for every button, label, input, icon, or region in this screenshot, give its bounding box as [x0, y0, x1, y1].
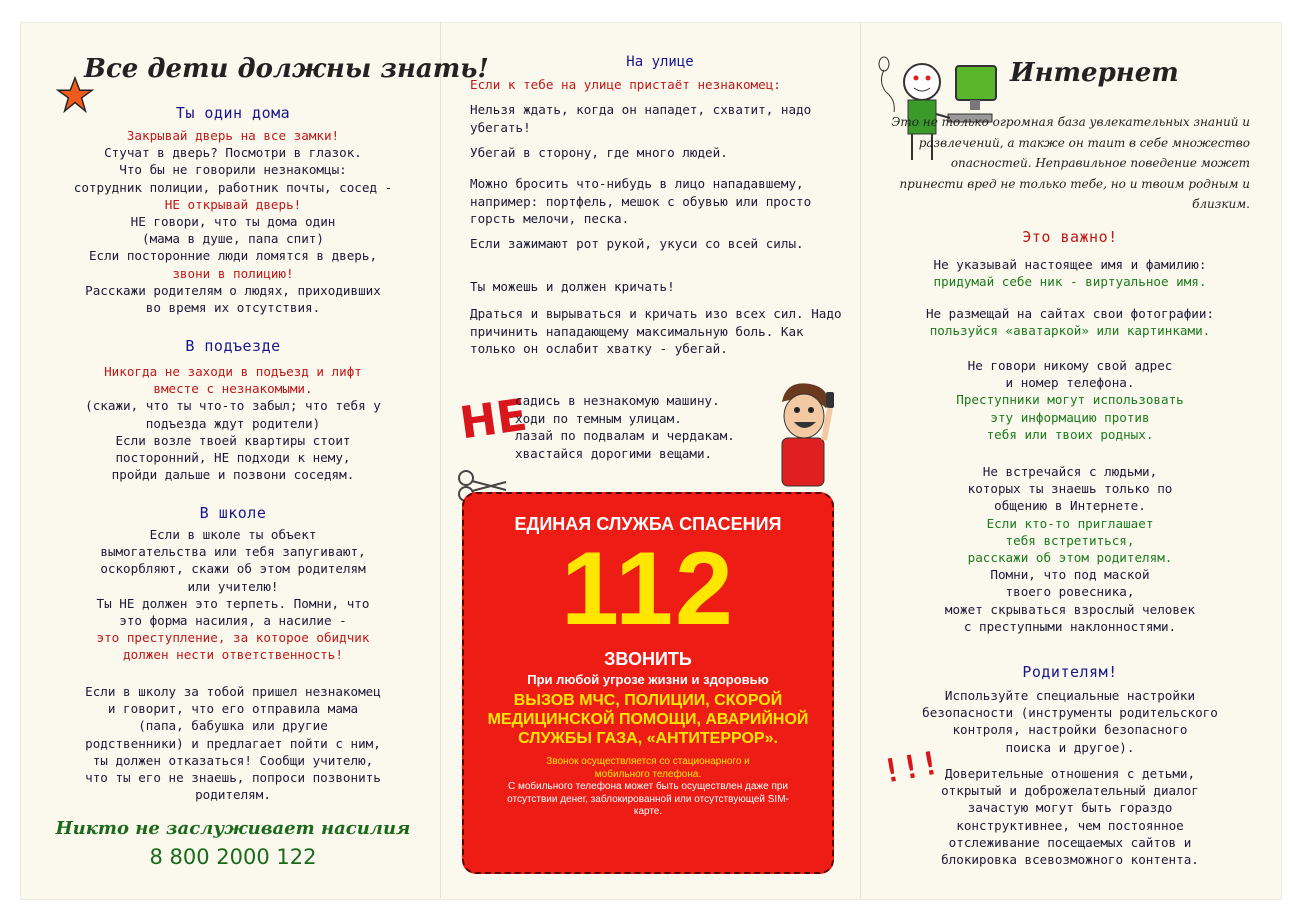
text-line: зачастую могут быть гораздо	[967, 800, 1173, 816]
ne-big-label: НЕ	[456, 389, 531, 450]
text-line: тебя или твоих родных.	[986, 426, 1154, 442]
emergency-112-box	[462, 492, 834, 874]
tip-photos	[870, 305, 1270, 339]
text-line: родственники) и предлагает пойти с ним,	[85, 735, 381, 751]
footer-title: Никто не заслуживает насилия	[55, 818, 411, 839]
text-line: это преступление, за которое обидчик	[96, 630, 370, 646]
text-line: Доверительные отношения с детьми,	[944, 766, 1196, 781]
text-line: расскажи об этом родителям.	[967, 550, 1173, 566]
text-line: тебя встретиться,	[1005, 532, 1135, 548]
text-line: Расскажи родителям о людях, приходивших	[85, 282, 381, 298]
text-line: общению в Интернете.	[994, 498, 1146, 514]
text-line: во время их отсутствия.	[145, 300, 321, 316]
fold-line	[440, 22, 441, 898]
text-line: Что бы не говорили незнакомцы:	[119, 162, 347, 178]
text-line: НЕ открывай дверь!	[164, 196, 302, 212]
cartoon-boy-illustration	[770, 380, 840, 492]
section-stranger-text	[28, 683, 438, 803]
text-line: Помни, что под маской	[990, 567, 1150, 583]
text-line: Если в школе ты объект	[149, 527, 317, 542]
important-title: Это важно!	[1022, 228, 1118, 246]
text-line: пройди дальше и позвони соседям.	[111, 467, 355, 483]
box-note2: С мобильного телефона может быть осуществлен даже при отсутствии денег, заблокированной или отсутствующей SIM-карте.	[507, 781, 789, 817]
text-line: что ты его не знаешь, попроси позвонить	[85, 770, 381, 786]
text-line: оскорбляют, скажи об этом родителям	[100, 561, 366, 577]
text-line: вместе с незнакомыми.	[153, 381, 313, 397]
internet-intro: Это не только огромная база увлекательных знаний и развлечений, а также он таит в себе множество опасностей. Неправильное поведение может принести вред не только тебе, но и твоим родным и близким.	[891, 115, 1250, 211]
ne-list	[515, 392, 735, 462]
text-line: с преступными наклонностями.	[963, 618, 1177, 634]
section-entrance-text	[28, 363, 438, 483]
text-line: поиска и другое).	[1005, 739, 1135, 755]
text-line: контроля, настройки безопасного	[952, 722, 1188, 738]
tip-meeting	[870, 463, 1270, 635]
internet-title: Интернет	[1010, 58, 1179, 88]
text-line: Если возле твоей квартиры стоит	[115, 432, 351, 448]
text-line: или учителю!	[187, 578, 279, 594]
street-p2: Убегай в сторону, где много людей.	[470, 145, 728, 160]
section-title-home: Ты один дома	[175, 104, 291, 122]
box-services: ВЫЗОВ МЧС, ПОЛИЦИИ, СКОРОЙ МЕДИЦИНСКОЙ ПОМОЩИ, АВАРИЙНОЙ СЛУЖБЫ ГАЗА, «АНТИТЕРРОР».	[487, 692, 809, 747]
text-line: Используйте специальные настройки	[944, 688, 1196, 703]
section-title-school: В школе	[199, 504, 267, 522]
fold-line	[860, 22, 861, 898]
text-line: Преступники могут использовать	[956, 392, 1184, 408]
text-line: и говорит, что его отправила мама	[107, 701, 359, 717]
text-line: (мама в душе, папа спит)	[142, 231, 324, 247]
text-line: блокировка всевозможного контента.	[941, 852, 1199, 868]
street-p5: Ты можешь и должен кричать!	[470, 279, 675, 294]
text-line: это форма насилия, а насилие -	[119, 613, 347, 629]
text-line: Закрывай дверь на все замки!	[126, 128, 340, 143]
text-line: ты должен отказаться! Сообщи учителю,	[92, 752, 374, 768]
street-p3: Можно бросить что-нибудь в лицо нападавшему, например: портфель, мешок с обувью или просто горсть мелочи, песка.	[470, 176, 812, 227]
text-line: эту информацию против	[990, 409, 1150, 425]
text-line: НЕ говори, что ты дома один	[130, 214, 336, 230]
text-line: родителям.	[195, 787, 271, 803]
left-title: Все дети должны знать!	[84, 54, 489, 84]
text-line: конструктивнее, чем постоянное	[956, 817, 1184, 833]
text-line: подъезда ждут родители)	[145, 415, 321, 431]
text-line: Никогда не заходи в подъезд и лифт	[104, 364, 362, 379]
text-line: открытый и доброжелательный диалог	[941, 783, 1199, 799]
text-line: придумай себе ник - виртуальное имя.	[933, 274, 1207, 290]
box-threat: При любой угрозе жизни и здоровью	[527, 672, 769, 687]
street-title: На улице	[626, 54, 694, 70]
box-call: ЗВОНИТЬ	[604, 649, 692, 669]
tip-name	[870, 256, 1270, 290]
emergency-number: 112	[561, 531, 735, 647]
text-line: и номер телефона.	[1005, 375, 1135, 391]
helpline-phone: 8 800 2000 122	[149, 845, 317, 869]
text-line: которых ты знаешь только по	[967, 481, 1173, 497]
text-line: (скажи, что ты что-то забыл; что тебя у	[85, 398, 381, 414]
ne-list-item: садись в незнакомую машину.	[515, 393, 720, 408]
text-line: Стучат в дверь? Посмотри в глазок.	[104, 145, 362, 161]
text-line: звони в полицию!	[172, 265, 294, 281]
street-p1: Нельзя ждать, когда он нападет, схватит, надо убегать!	[470, 102, 812, 135]
text-line: Если в школу за тобой пришел незнакомец	[85, 684, 381, 699]
parents-tip-trust	[870, 765, 1270, 868]
text-line: посторонний, НЕ подходи к нему,	[115, 450, 351, 466]
text-line: пользуйся «аватаркой» или картинками.	[929, 323, 1211, 339]
text-line: Ты НЕ должен это терпеть. Помни, что	[96, 595, 370, 611]
text-line: безопасности (инструменты родительского	[922, 705, 1218, 721]
parents-title: Родителям!	[1022, 663, 1118, 681]
text-line: может скрываться взрослый человек	[944, 601, 1196, 617]
box-note1: Звонок осуществляется со стационарного и мобильного телефона.	[546, 756, 750, 780]
text-line: Если кто-то приглашает	[986, 515, 1154, 531]
section-home-text	[28, 127, 438, 316]
street-subtitle: Если к тебе на улице пристаёт незнакомец:	[470, 77, 781, 92]
text-line: отслеживание посещаемых сайтов и	[948, 834, 1192, 850]
text-line: твоего ровесника,	[1005, 584, 1135, 600]
text-line: Не указывай настоящее имя и фамилию:	[933, 257, 1207, 272]
section-title-entrance: В подъезде	[185, 337, 281, 355]
text-line: Не размещай на сайтах свои фотографии:	[925, 306, 1215, 321]
text-line: Не встречайся с людьми,	[982, 464, 1158, 479]
street-p4: Если зажимают рот рукой, укуси со всей силы.	[470, 236, 804, 251]
text-line: вымогательства или тебя запугивают,	[100, 544, 366, 560]
ne-list-item: лазай по подвалам и чердакам.	[515, 428, 735, 444]
text-line: Если посторонние люди ломятся в дверь,	[88, 248, 378, 264]
street-p6: Драться и вырываться и кричать изо всех сил. Надо причинить нападающему максимальную боль. Как только он ослабит хватку - убегай.	[470, 306, 842, 357]
exclamation-icon: !!!	[879, 743, 943, 791]
text-line: Не говори никому свой адрес	[967, 358, 1173, 373]
text-line: сотрудник полиции, работник почты, сосед -	[73, 179, 393, 195]
section-school-text	[28, 526, 438, 664]
tip-address	[870, 357, 1270, 443]
text-line: должен нести ответственность!	[123, 647, 343, 663]
box-title: ЕДИНАЯ СЛУЖБА СПАСЕНИЯ	[514, 514, 782, 534]
ne-list-item: ходи по темным улицам.	[515, 410, 682, 426]
text-line: (папа, бабушка или другие	[138, 718, 328, 734]
ne-list-item: хвастайся дорогими вещами.	[515, 445, 713, 461]
